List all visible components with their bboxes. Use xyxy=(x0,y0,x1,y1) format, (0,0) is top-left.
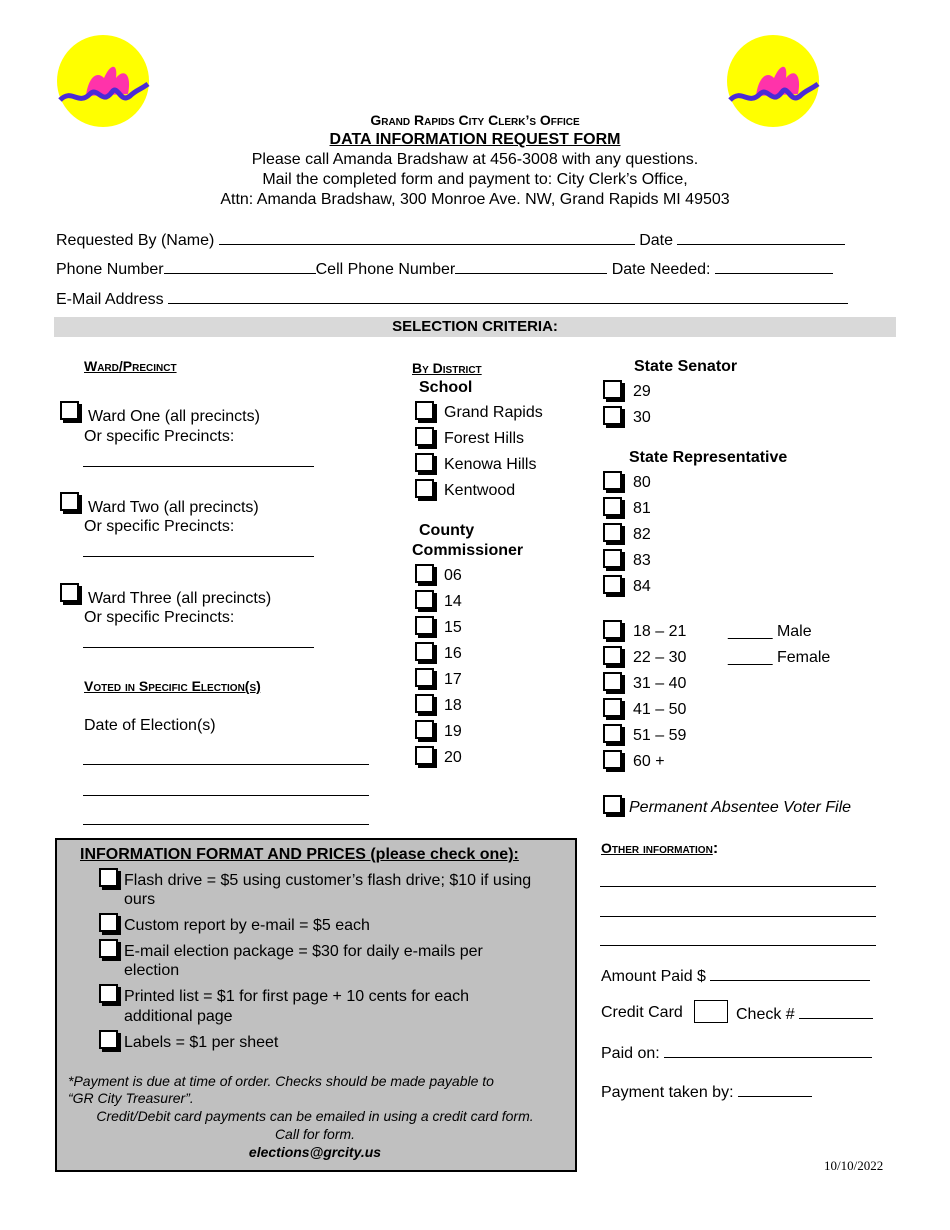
school-option: Grand Rapids xyxy=(444,404,543,421)
format-option: Printed list = $1 for first page + 10 cents for each xyxy=(124,988,470,1005)
email-row xyxy=(56,289,848,309)
rep-checkbox[interactable] xyxy=(603,471,622,490)
age-checkbox[interactable] xyxy=(603,750,622,769)
school-checkbox[interactable] xyxy=(415,427,434,446)
date-needed-field[interactable] xyxy=(715,259,833,274)
female-row[interactable] xyxy=(728,649,830,667)
other-heading-colon: : xyxy=(712,840,719,857)
requested-by-row xyxy=(56,230,845,250)
rep-option: 81 xyxy=(633,500,651,517)
paid-on-row xyxy=(601,1043,872,1063)
rep-option: 82 xyxy=(633,526,651,543)
other-heading xyxy=(601,840,718,858)
other-heading-text: Other information xyxy=(601,840,713,856)
county-option: 14 xyxy=(444,593,462,610)
format-option: E-mail election package = $30 for daily e-mails per xyxy=(124,943,483,960)
county-checkbox[interactable] xyxy=(415,694,434,713)
amount-paid-row xyxy=(601,966,870,986)
cell-label: Cell Phone Number xyxy=(315,261,456,278)
senator-option: 30 xyxy=(633,409,651,426)
ward-one-checkbox[interactable] xyxy=(60,401,79,420)
male-label: Male xyxy=(776,623,812,640)
age-option: 18 – 21 xyxy=(633,623,687,640)
election-date-line[interactable] xyxy=(83,824,369,825)
election-date-label: Date of Election(s) xyxy=(84,717,216,734)
rep-checkbox[interactable] xyxy=(603,575,622,594)
school-checkbox[interactable] xyxy=(415,479,434,498)
school-option: Kentwood xyxy=(444,482,516,499)
format-option: Labels = $1 per sheet xyxy=(124,1034,279,1051)
payment-note: Credit/Debit card payments can be emailed in using a credit card form. xyxy=(96,1108,534,1124)
rep-option: 84 xyxy=(633,578,651,595)
rep-option: 80 xyxy=(633,474,651,491)
ward-one-label: Ward One (all precincts) xyxy=(88,408,260,425)
school-checkbox[interactable] xyxy=(415,453,434,472)
revision-date: 10/10/2022 xyxy=(824,1158,884,1173)
ward-two-label: Ward Two (all precincts) xyxy=(88,499,259,516)
amount-paid-label: Amount Paid $ xyxy=(601,968,706,985)
county-label: County xyxy=(419,522,475,539)
ward-three-precinct-line[interactable] xyxy=(83,647,314,648)
email-field[interactable] xyxy=(168,289,848,304)
payment-note: *Payment is due at time of order. Checks should be made payable to xyxy=(68,1073,494,1089)
female-blank[interactable]: _____ xyxy=(728,649,773,666)
ward-two-sub: Or specific Precincts: xyxy=(84,518,235,535)
county-option: 19 xyxy=(444,723,462,740)
district-heading: By District xyxy=(412,360,482,376)
contact-email[interactable]: elections@grcity.us xyxy=(248,1144,382,1160)
county-checkbox[interactable] xyxy=(415,616,434,635)
other-info-line[interactable] xyxy=(600,945,876,946)
age-checkbox[interactable] xyxy=(603,620,622,639)
mail-line: Mail the completed form and payment to: City Clerk’s Office, xyxy=(262,171,688,188)
rep-checkbox[interactable] xyxy=(603,523,622,542)
date-field[interactable] xyxy=(677,230,845,245)
age-option: 22 – 30 xyxy=(633,649,687,666)
senator-checkbox[interactable] xyxy=(603,380,622,399)
credit-card-box[interactable] xyxy=(694,1000,728,1023)
county-checkbox[interactable] xyxy=(415,746,434,765)
credit-card-label: Credit Card xyxy=(601,1004,683,1021)
payment-note: Call for form. xyxy=(274,1126,356,1142)
amount-paid-field[interactable] xyxy=(710,966,870,981)
county-option: 20 xyxy=(444,749,462,766)
ward-two-precinct-line[interactable] xyxy=(83,556,314,557)
format-checkbox[interactable] xyxy=(99,913,118,932)
phone-label: Phone Number xyxy=(56,261,164,278)
county-checkbox[interactable] xyxy=(415,668,434,687)
requested-by-field[interactable] xyxy=(219,230,635,245)
other-info-line[interactable] xyxy=(600,886,876,887)
school-label: School xyxy=(419,379,473,396)
election-date-line[interactable] xyxy=(83,764,369,765)
state-senator-label: State Senator xyxy=(634,358,738,375)
commissioner-label: Commissioner xyxy=(412,542,524,559)
date-needed-label: Date Needed: xyxy=(611,261,711,278)
check-field[interactable] xyxy=(799,1004,873,1019)
rep-checkbox[interactable] xyxy=(603,549,622,568)
age-checkbox[interactable] xyxy=(603,646,622,665)
cell-field[interactable] xyxy=(455,259,607,274)
contact-line: Please call Amanda Bradshaw at 456-3008 with any questions. xyxy=(251,151,699,168)
other-info-line[interactable] xyxy=(600,916,876,917)
format-option: Flash drive = $5 using customer’s flash drive; $10 if using xyxy=(124,872,532,889)
county-option: 18 xyxy=(444,697,462,714)
ward-one-sub: Or specific Precincts: xyxy=(84,428,235,445)
format-option: Custom report by e-mail = $5 each xyxy=(124,917,370,934)
senator-option: 29 xyxy=(633,383,651,400)
male-blank[interactable]: _____ xyxy=(728,623,773,640)
phone-row xyxy=(56,259,833,279)
format-checkbox[interactable] xyxy=(99,1030,118,1049)
rep-checkbox[interactable] xyxy=(603,497,622,516)
county-checkbox[interactable] xyxy=(415,590,434,609)
age-option: 41 – 50 xyxy=(633,701,687,718)
school-checkbox[interactable] xyxy=(415,401,434,420)
format-option-cont: ours xyxy=(124,891,156,908)
county-option: 06 xyxy=(444,567,462,584)
date-label: Date xyxy=(639,232,673,249)
check-row xyxy=(736,1004,873,1024)
address-line: Attn: Amanda Bradshaw, 300 Monroe Ave. NW, Grand Rapids MI 49503 xyxy=(220,191,730,208)
senator-checkbox[interactable] xyxy=(603,406,622,425)
school-option: Kenowa Hills xyxy=(444,456,537,473)
taken-by-field[interactable] xyxy=(738,1082,812,1097)
paid-on-field[interactable] xyxy=(664,1043,872,1058)
phone-field[interactable] xyxy=(164,259,316,274)
form-title: DATA INFORMATION REQUEST FORM xyxy=(329,131,621,148)
absentee-label: Permanent Absentee Voter File xyxy=(629,799,852,816)
ward-three-checkbox[interactable] xyxy=(60,583,79,602)
county-checkbox[interactable] xyxy=(415,642,434,661)
county-checkbox[interactable] xyxy=(415,720,434,739)
format-checkbox[interactable] xyxy=(99,868,118,887)
email-label: E-Mail Address xyxy=(56,291,164,308)
age-checkbox[interactable] xyxy=(603,672,622,691)
ward-two-checkbox[interactable] xyxy=(60,492,79,511)
state-rep-label: State Representative xyxy=(629,449,788,466)
selection-criteria-title: SELECTION CRITERIA: xyxy=(392,318,558,335)
voted-heading: Voted in Specific Election(s) xyxy=(84,678,261,694)
election-date-line[interactable] xyxy=(83,795,369,796)
ward-one-precinct-line[interactable] xyxy=(83,466,314,467)
school-option: Forest Hills xyxy=(444,430,525,447)
age-option: 60 + xyxy=(633,753,665,770)
check-label: Check # xyxy=(736,1006,795,1023)
payment-note: “GR City Treasurer”. xyxy=(68,1090,194,1106)
rep-option: 83 xyxy=(633,552,651,569)
requested-by-label: Requested By (Name) xyxy=(56,232,215,249)
format-checkbox[interactable] xyxy=(99,984,118,1003)
county-option: 15 xyxy=(444,619,462,636)
county-option: 16 xyxy=(444,645,462,662)
age-checkbox[interactable] xyxy=(603,724,622,743)
age-option: 31 – 40 xyxy=(633,675,687,692)
taken-by-label: Payment taken by: xyxy=(601,1084,734,1101)
county-checkbox[interactable] xyxy=(415,564,434,583)
female-label: Female xyxy=(776,649,831,666)
paid-on-label: Paid on: xyxy=(601,1045,660,1062)
male-row[interactable] xyxy=(728,623,812,641)
format-option-cont: election xyxy=(124,962,180,979)
office-name: Grand Rapids City Clerk’s Office xyxy=(370,112,580,128)
ward-heading: Ward/Precinct xyxy=(84,358,177,374)
ward-three-label: Ward Three (all precincts) xyxy=(88,590,272,607)
format-heading: INFORMATION FORMAT AND PRICES (please check one): xyxy=(80,846,519,863)
ward-three-sub: Or specific Precincts: xyxy=(84,609,235,626)
taken-by-row xyxy=(601,1082,812,1102)
absentee-checkbox[interactable] xyxy=(603,795,622,814)
age-checkbox[interactable] xyxy=(603,698,622,717)
format-option-cont: additional page xyxy=(124,1008,233,1025)
format-checkbox[interactable] xyxy=(99,939,118,958)
county-option: 17 xyxy=(444,671,462,688)
age-option: 51 – 59 xyxy=(633,727,687,744)
